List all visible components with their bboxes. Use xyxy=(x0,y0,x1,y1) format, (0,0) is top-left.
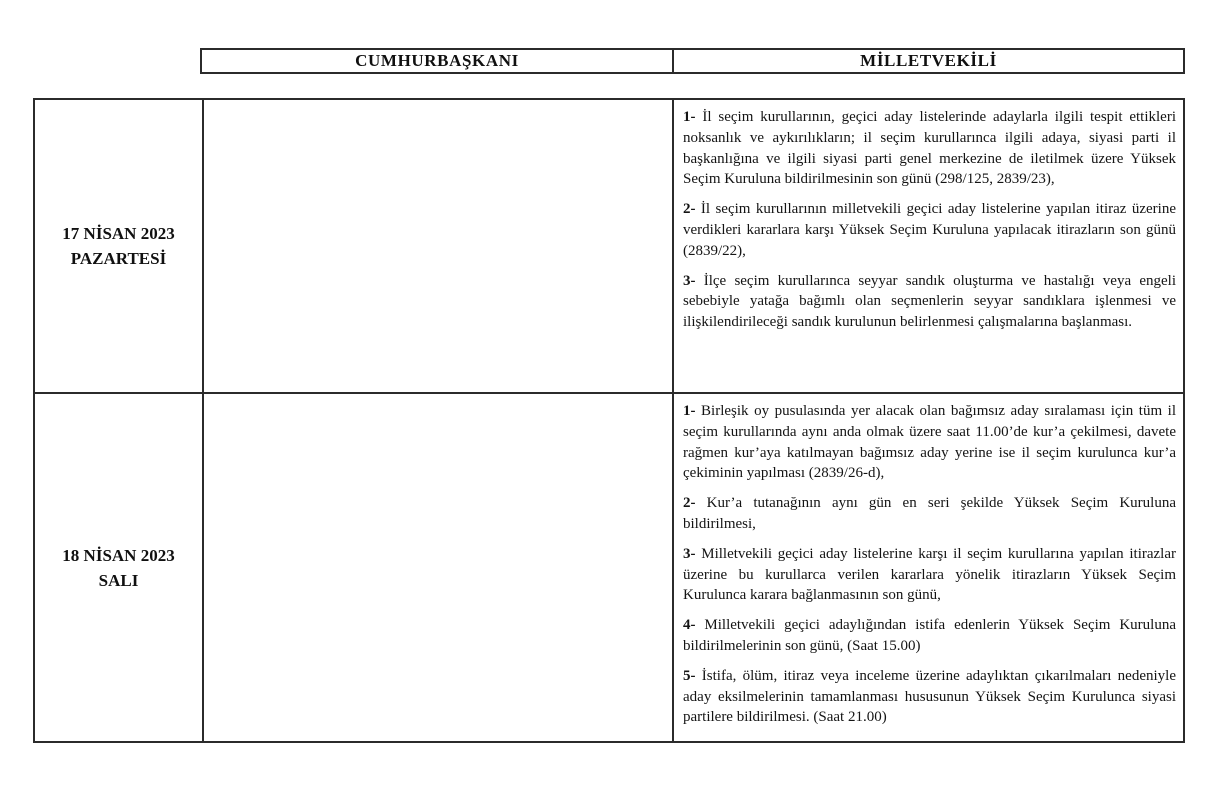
item-text: Milletvekili geçici aday listelerine karşı il seçim kurullarına yapılan itirazlar üzerine bu kurullarca verilen kararlara yönelik itirazların Yüksek Seçim Kurulunca karara bağlanmasının son günü, xyxy=(683,545,1176,604)
item-text: İstifa, ölüm, itiraz veya inceleme üzerine adaylıktan çıkarılmaları nedeniyle aday eksilmelerinin tamamlanması hususunun Yüksek Seçim Kurulunca siyasi partilere bildirilmesi. (Saat 21.00) xyxy=(683,667,1176,726)
item-number: 2- xyxy=(683,201,696,218)
date-line-1: 17 NİSAN 2023 xyxy=(62,224,175,243)
item-text: Kur’a tutanağının aynı gün en seri şekilde Yüksek Seçim Kuruluna bildirilmesi, xyxy=(683,495,1176,532)
calendar-item xyxy=(683,401,1176,484)
calendar-item xyxy=(683,666,1176,728)
calendar-item xyxy=(683,107,1176,190)
item-text: Birleşik oy pusulasında yer alacak olan bağımsız aday sıralaması için tüm il seçim kurullarında aynı anda olmak üzere saat 11.00’de kur’a çekilmesi, davete rağmen kur’aya katılmayan bağımsız aday yerine ise il seçim kurulunca kur’a çekiminin yapılması (2839/26-d), xyxy=(683,403,1176,482)
date-line-2: PAZARTESİ xyxy=(70,249,167,268)
item-text: İlçe seçim kurullarınca seyyar sandık oluşturma ve hastalığı veya engeli sebebiyle yatağa bağımlı olan seçmenlerin seyyar sandıklara işlenmesi ve ilişkilendirileceği sandık kurulunun belirlenmesi çalışmalarına başlanması. xyxy=(683,272,1176,331)
item-number: 1- xyxy=(683,109,696,125)
item-number: 4- xyxy=(683,617,696,634)
table-row-18-nisan xyxy=(35,394,1183,741)
item-number: 3- xyxy=(683,545,696,562)
calendar-item xyxy=(683,199,1176,261)
item-number: 3- xyxy=(683,272,696,289)
calendar-item xyxy=(683,493,1176,535)
date-line-2: SALI xyxy=(98,570,139,590)
item-number: 5- xyxy=(683,667,696,684)
date-cell-17-nisan xyxy=(35,100,204,392)
column-header-row xyxy=(200,48,1185,74)
date-line-1: 18 NİSAN 2023 xyxy=(62,545,175,565)
table-row-17-nisan xyxy=(35,100,1183,394)
item-number: 1- xyxy=(683,403,696,419)
calendar-item xyxy=(683,271,1176,333)
cumhurbaskani-cell-17-nisan xyxy=(204,100,674,392)
milletvekili-cell-17-nisan xyxy=(674,100,1183,392)
item-number: 2- xyxy=(683,495,696,512)
date-cell-18-nisan xyxy=(35,394,204,741)
item-text: İl seçim kurullarının milletvekili geçici aday listelerine yapılan itiraz üzerine verdikleri kararlara karşı Yüksek Seçim Kuruluna yapılacak itirazların son günü (2839/22), xyxy=(683,201,1176,259)
item-text: Milletvekili geçici adaylığından istifa edenlerin Yüksek Seçim Kuruluna bildirilmelerinin son günü, (Saat 15.00) xyxy=(683,617,1176,654)
calendar-item xyxy=(683,544,1176,606)
calendar-item xyxy=(683,615,1176,657)
cumhurbaskani-cell-18-nisan xyxy=(204,394,674,741)
header-milletvekili: MİLLETVEKİLİ xyxy=(860,51,997,70)
election-calendar-table xyxy=(33,98,1185,743)
header-cumhurbaskani: CUMHURBAŞKANI xyxy=(202,50,674,72)
item-text: İl seçim kurullarının, geçici aday listelerinde adaylarla ilgili tespit ettikleri noksanlık ve aykırılıkların; il seçim kurullarınca ilgili adaya, siyasi parti il başkanlığına ve ilgili siyasi parti genel merkezine de iletilmek üzere Yüksek Seçim Kuruluna bildirilmesinin son günü (298/125, 2839/23), xyxy=(683,109,1176,188)
milletvekili-cell-18-nisan xyxy=(674,394,1183,741)
